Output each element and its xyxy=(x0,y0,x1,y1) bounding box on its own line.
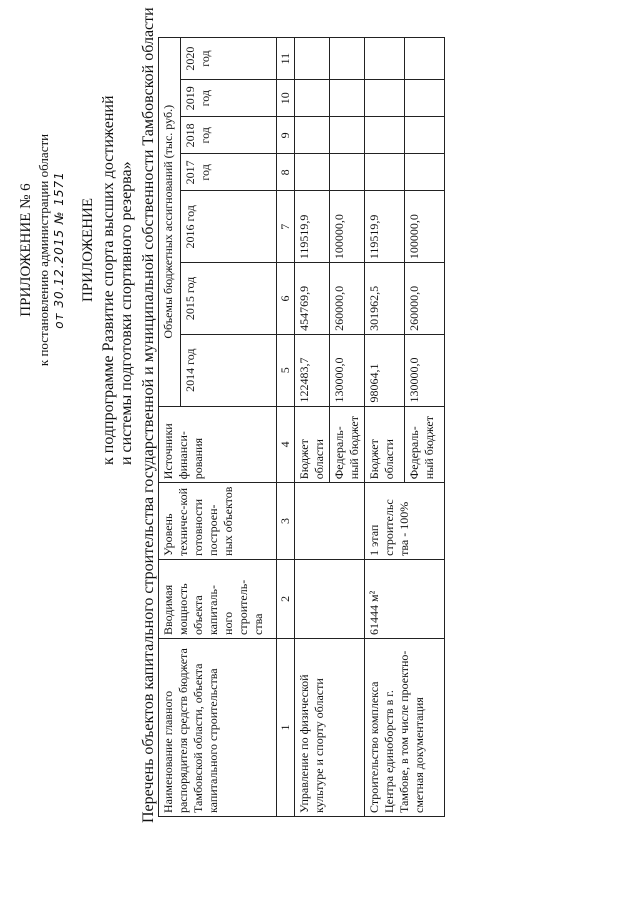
header-year: 2014 год xyxy=(181,334,277,406)
row-value: 100000,0 xyxy=(330,191,365,263)
row-value xyxy=(295,154,330,191)
column-number: 5 xyxy=(277,334,295,406)
table-row xyxy=(365,38,405,817)
header-year: 2016 год xyxy=(181,191,277,263)
row-value xyxy=(405,80,445,117)
row-value xyxy=(405,38,445,80)
row-readiness: 1 этап строительс тва - 100% xyxy=(365,483,445,560)
table-row xyxy=(295,38,330,817)
header-year: 2019 год xyxy=(181,80,277,117)
column-number: 3 xyxy=(277,483,295,560)
row-value xyxy=(405,154,445,191)
column-number: 10 xyxy=(277,80,295,117)
subprogram-reference-line1: к подпрограмме Развитие спорта высших достижений xyxy=(100,95,117,465)
row-value: 98064,1 xyxy=(365,334,405,406)
row-manager: Строительство комплекса Центра единоборств в г. Тамбове, в том числе проектно-сметная документация xyxy=(365,638,445,816)
row-value: 100000,0 xyxy=(405,191,445,263)
row-source: Бюджет области xyxy=(295,406,330,483)
row-capacity xyxy=(295,559,365,638)
row-value xyxy=(330,154,365,191)
header-manager: Наименование главного распорядителя средств бюджета Тамбовской области, объекта капитального строительства xyxy=(159,638,277,816)
header-sources: Источники финанси-рования xyxy=(159,406,277,483)
row-readiness xyxy=(295,483,365,560)
row-value: 122483,7 xyxy=(295,334,330,406)
row-value xyxy=(295,38,330,80)
row-value: 301962,5 xyxy=(365,263,405,335)
column-number: 2 xyxy=(277,559,295,638)
row-value: 260000,0 xyxy=(405,263,445,335)
table-header-row xyxy=(159,38,181,817)
document-title: Перечень объектов капитального строительства государственной и муниципальной собственности Тамбовской области xyxy=(140,7,157,823)
column-number: 9 xyxy=(277,117,295,154)
header-volumes: Объемы бюджетных ассигнований (тыс. руб.) xyxy=(159,38,181,407)
decree-reference: к постановлению администрации области xyxy=(36,133,51,367)
column-number: 6 xyxy=(277,263,295,335)
row-value xyxy=(330,80,365,117)
row-manager: Управление по физической культуре и спорту области xyxy=(295,638,365,816)
row-source: Федераль-ный бюджет xyxy=(330,406,365,483)
header-capacity: Вводимая мощность объекта капиталь-ного строитель-ства xyxy=(159,559,277,638)
row-value xyxy=(365,38,405,80)
column-number: 4 xyxy=(277,406,295,483)
row-value: 130000,0 xyxy=(405,334,445,406)
row-value: 119519,9 xyxy=(365,191,405,263)
column-number: 11 xyxy=(277,38,295,80)
row-value xyxy=(365,80,405,117)
row-value xyxy=(330,117,365,154)
column-number: 7 xyxy=(277,191,295,263)
row-value: 119519,9 xyxy=(295,191,330,263)
header-year: 2018 год xyxy=(181,117,277,154)
header-year: 2015 год xyxy=(181,263,277,335)
header-readiness: Уровень техничес-кой готовности построен-ных объектов xyxy=(159,483,277,560)
row-source: Федераль-ный бюджет xyxy=(405,406,445,483)
header-year: 2017 год xyxy=(181,154,277,191)
row-value xyxy=(365,154,405,191)
row-value: 454769,9 xyxy=(295,263,330,335)
row-value xyxy=(295,117,330,154)
column-number-row xyxy=(277,38,295,817)
row-capacity: 61444 м² xyxy=(365,559,445,638)
row-value xyxy=(330,38,365,80)
appendix-title: ПРИЛОЖЕНИЕ № 6 xyxy=(18,183,34,317)
row-value: 130000,0 xyxy=(330,334,365,406)
header-year: 2020 год xyxy=(181,38,277,80)
row-source: Бюджет области xyxy=(365,406,405,483)
row-value xyxy=(365,117,405,154)
decree-date-number-handwritten: от 30.12.2015 № 1571 xyxy=(52,171,66,329)
row-value: 260000,0 xyxy=(330,263,365,335)
subprogram-reference-line2: и системы подготовки спортивного резерва» xyxy=(118,161,135,465)
row-value xyxy=(405,117,445,154)
column-number: 8 xyxy=(277,154,295,191)
capital-construction-table xyxy=(158,37,445,817)
row-value xyxy=(295,80,330,117)
appendix-title-secondary: ПРИЛОЖЕНИЕ xyxy=(80,197,96,303)
column-number: 1 xyxy=(277,638,295,816)
